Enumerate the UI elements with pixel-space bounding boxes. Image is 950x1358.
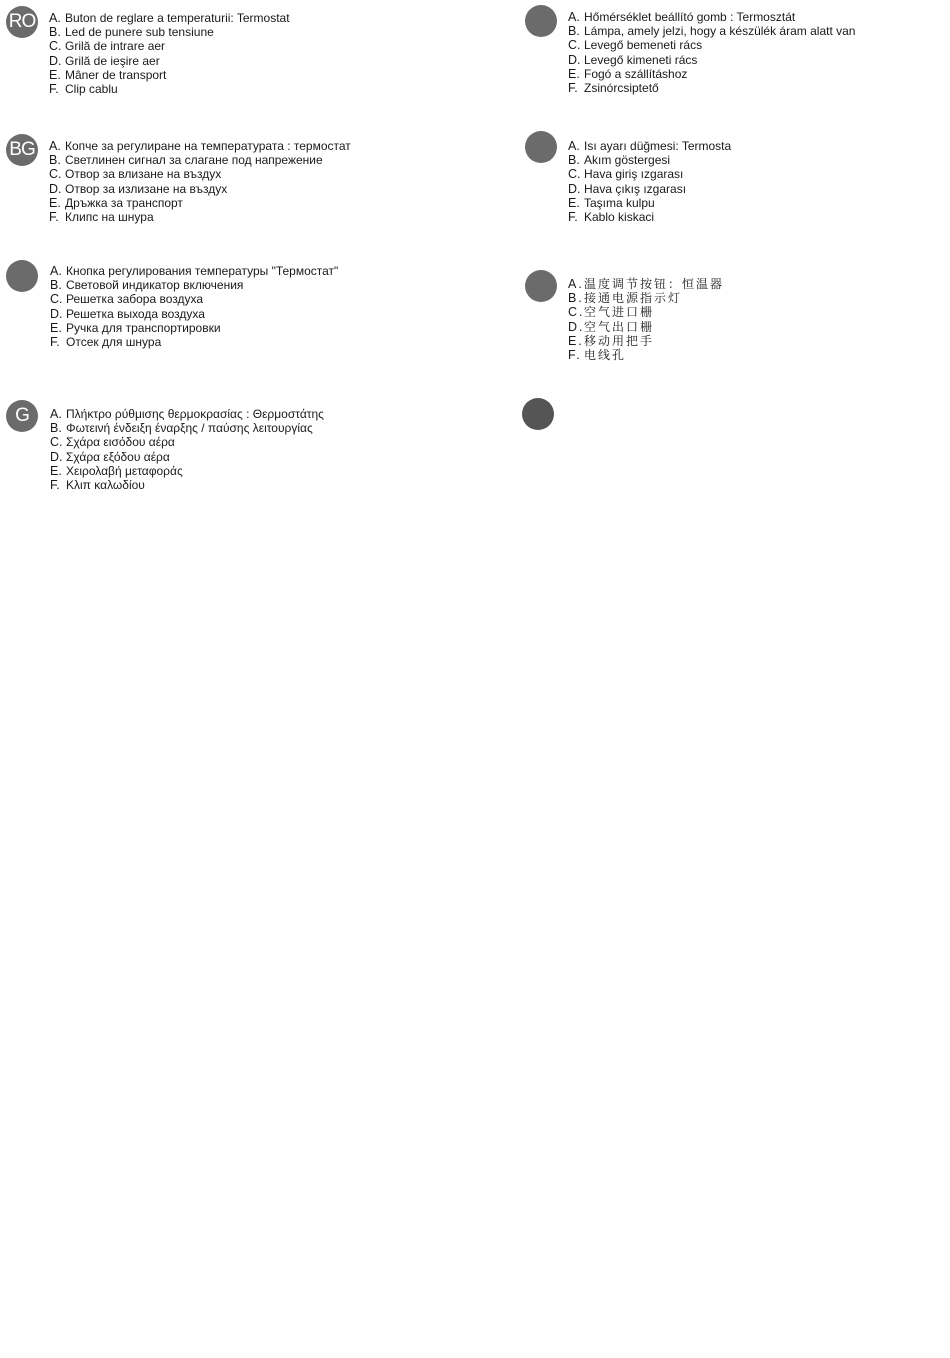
list-item — [49, 11, 290, 25]
item-letter: C. — [49, 167, 62, 182]
language-badge: RO — [6, 6, 38, 38]
list-item — [50, 421, 324, 435]
item-text: Grilă de ieşire aer — [65, 53, 160, 68]
list-item — [49, 25, 290, 39]
item-letter: E. — [50, 463, 62, 478]
item-text: Mâner de transport — [65, 67, 167, 82]
list-item — [568, 334, 724, 348]
item-text: Led de punere sub tensiune — [65, 25, 214, 40]
item-letter: B. — [49, 153, 61, 168]
list-item — [568, 348, 724, 362]
item-text: Clip cablu — [65, 82, 118, 97]
item-text: 空气出口栅 — [584, 319, 655, 334]
item-letter: E. — [568, 333, 584, 348]
item-text: Buton de reglare a temperaturii: Termostat — [65, 11, 290, 25]
item-letter: F. — [50, 335, 60, 350]
item-text: Κλιπ καλωδίου — [66, 478, 145, 493]
item-letter: D. — [49, 53, 62, 68]
parts-list — [50, 264, 338, 349]
item-text: Levegő bemeneti rács — [584, 38, 703, 53]
item-text: Клипс на шнура — [65, 210, 154, 225]
language-badge — [525, 5, 557, 37]
item-letter: F. — [50, 478, 60, 493]
item-text: Дръжка за транспорт — [65, 195, 183, 210]
item-letter: A. — [568, 10, 580, 24]
language-badge — [522, 398, 554, 430]
list-item — [568, 291, 724, 305]
item-letter: F. — [49, 82, 59, 97]
list-item — [50, 292, 338, 306]
item-letter: E. — [50, 320, 62, 335]
item-letter: D. — [568, 319, 585, 334]
item-letter: A. — [50, 407, 62, 421]
item-letter: D. — [50, 306, 63, 321]
list-item — [50, 478, 324, 492]
list-item — [49, 39, 290, 53]
list-item — [50, 407, 324, 421]
item-letter: E. — [568, 66, 580, 81]
item-text: Φωτεινή ένδειξη έναρξης / παύσης λειτουργίας — [66, 421, 313, 436]
item-text: Копче за регулиране на температурата : термостат — [65, 139, 351, 153]
item-letter: C. — [568, 167, 581, 182]
item-letter: B. — [50, 421, 62, 436]
item-text: 电线孔 — [584, 348, 627, 363]
item-letter: D. — [50, 449, 63, 464]
list-item — [49, 182, 351, 196]
item-text: 移动用把手 — [584, 333, 655, 348]
item-text: Hava çıkış ızgarası — [584, 181, 687, 196]
item-text: Решетка забора воздуха — [66, 292, 204, 307]
language-badge: G — [6, 400, 38, 432]
item-letter: E. — [49, 195, 61, 210]
item-letter: D. — [49, 181, 62, 196]
parts-list — [568, 277, 724, 362]
parts-list — [568, 139, 731, 224]
item-letter: B. — [568, 24, 580, 39]
item-text: Isı ayarı düğmesi: Termosta — [584, 139, 732, 153]
item-text: Χειρολαβή μεταφοράς — [66, 463, 183, 478]
item-text: Grilă de intrare aer — [65, 39, 166, 54]
item-letter: A. — [49, 11, 61, 25]
item-letter: D. — [568, 52, 581, 67]
list-item — [568, 320, 724, 334]
item-text: Σχάρα εξόδου αέρα — [66, 449, 170, 464]
list-item — [568, 10, 855, 24]
item-text: Светлинен сигнал за слагане под напрежение — [65, 153, 323, 168]
list-item — [50, 335, 338, 349]
item-text: Lámpa, amely jelzi, hogy a készülék áram alatt van — [584, 24, 856, 39]
item-text: Fogó a szállításhoz — [584, 66, 688, 81]
item-letter: B. — [568, 291, 584, 306]
list-item — [568, 38, 855, 52]
list-item — [49, 210, 351, 224]
item-text: Hőmérséklet beállító gomb : Termosztát — [584, 10, 796, 24]
item-text: Kablo kiskaci — [584, 210, 655, 225]
item-text: 温度调节按钮：恒温器 — [584, 277, 725, 291]
item-letter: F. — [568, 81, 578, 96]
list-item — [568, 210, 731, 224]
language-badge: BG — [6, 134, 38, 166]
item-text: Zsinórcsiptető — [584, 81, 659, 96]
item-letter: E. — [568, 195, 580, 210]
parts-list — [49, 139, 351, 224]
item-letter: B. — [568, 153, 580, 168]
list-item — [50, 435, 324, 449]
item-text: Πλήκτρο ρύθμισης θερμοκρασίας : Θερμοστάτης — [66, 407, 324, 421]
language-badge — [525, 131, 557, 163]
item-letter: B. — [49, 25, 61, 40]
list-item — [568, 196, 731, 210]
list-item — [568, 167, 731, 181]
list-item — [49, 54, 290, 68]
parts-list — [49, 11, 290, 96]
item-letter: A. — [568, 277, 584, 291]
item-text: Отвор за влизане на въздух — [65, 167, 222, 182]
item-text: Hava giriş ızgarası — [584, 167, 684, 182]
item-text: Кнопка регулирования температуры "Термостат" — [66, 264, 339, 278]
item-letter: F. — [568, 348, 582, 363]
list-item — [49, 153, 351, 167]
item-text: Ручка для транспортировки — [66, 320, 221, 335]
list-item — [49, 139, 351, 153]
list-item — [50, 278, 338, 292]
list-item — [50, 464, 324, 478]
item-letter: B. — [50, 278, 62, 293]
list-item — [568, 153, 731, 167]
item-letter: D. — [568, 181, 581, 196]
item-letter: C. — [50, 292, 63, 307]
list-item — [49, 82, 290, 96]
item-text: Световой индикатор включения — [66, 278, 244, 293]
item-letter: A. — [50, 264, 62, 278]
list-item — [568, 277, 724, 291]
item-text: Отсек для шнура — [66, 335, 162, 350]
language-badge — [6, 260, 38, 292]
list-item — [50, 321, 338, 335]
language-badge — [525, 270, 557, 302]
item-text: Решетка выхода воздуха — [66, 306, 205, 321]
parts-list — [50, 407, 324, 492]
item-letter: C. — [49, 39, 62, 54]
list-item — [568, 81, 855, 95]
list-item — [568, 305, 724, 319]
item-text: 接通电源指示灯 — [584, 291, 683, 306]
list-item — [568, 53, 855, 67]
list-item — [49, 196, 351, 210]
item-letter: C. — [568, 305, 585, 320]
list-item — [568, 182, 731, 196]
item-letter: A. — [568, 139, 580, 153]
parts-list — [568, 10, 855, 95]
item-letter: F. — [49, 210, 59, 225]
item-text: Levegő kimeneti rács — [584, 52, 698, 67]
list-item — [568, 67, 855, 81]
item-text: Отвор за излизане на въздух — [65, 181, 228, 196]
list-item — [568, 139, 731, 153]
item-text: 空气进口栅 — [584, 305, 655, 320]
list-item — [50, 450, 324, 464]
item-text: Akım göstergesi — [584, 153, 671, 168]
list-item — [49, 68, 290, 82]
item-letter: C. — [568, 38, 581, 53]
item-letter: E. — [49, 67, 61, 82]
list-item — [50, 264, 338, 278]
list-item — [49, 167, 351, 181]
list-item — [568, 24, 855, 38]
item-text: Σχάρα εισόδου αέρα — [66, 435, 175, 450]
item-letter: A. — [49, 139, 61, 153]
item-letter: C. — [50, 435, 63, 450]
item-text: Taşıma kulpu — [584, 195, 655, 210]
list-item — [50, 307, 338, 321]
item-letter: F. — [568, 210, 578, 225]
